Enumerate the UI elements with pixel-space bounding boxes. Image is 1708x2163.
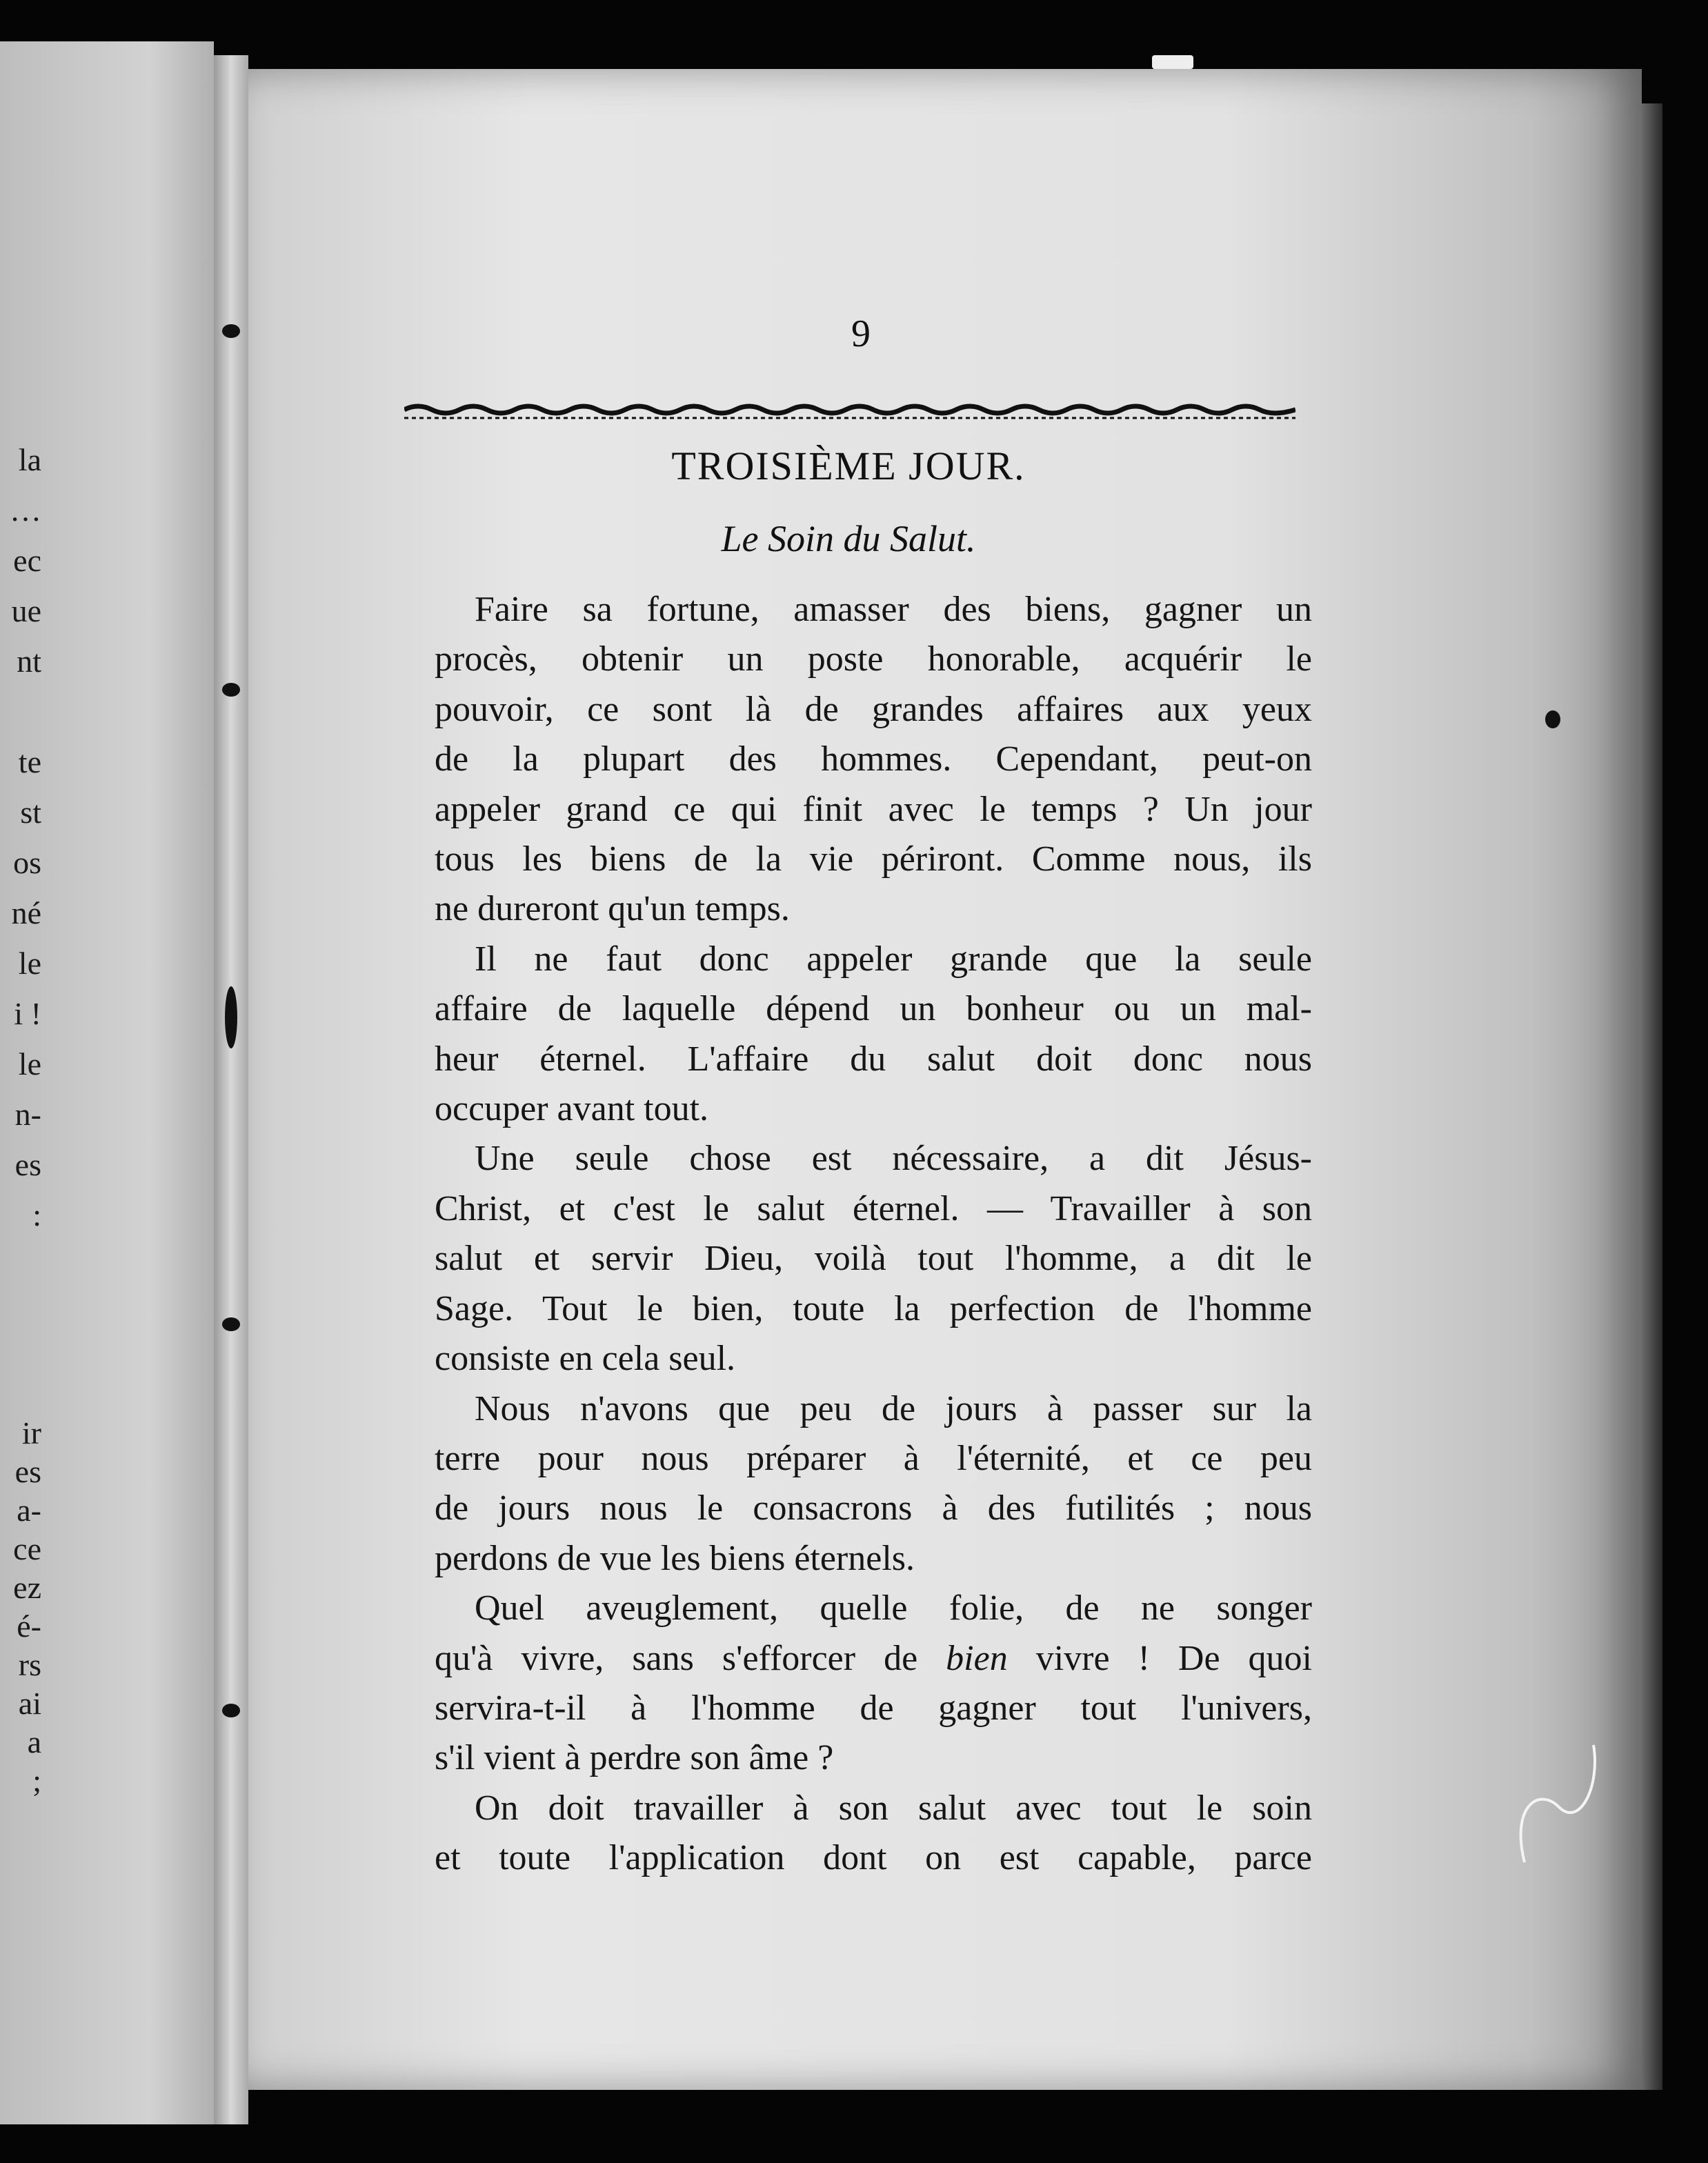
fragment: rs [18, 1647, 41, 1682]
fragment: i ! [14, 996, 41, 1031]
fragment: n- [14, 1097, 41, 1132]
left-page [0, 41, 214, 2124]
fragment [0, 686, 41, 737]
text-line: Nous n'avons que peu de jours à passer sur la [475, 1388, 1312, 1428]
text-line-with-italic: qu'à vivre, sans s'efforcer de bien vivre ! De quoi [435, 1638, 1312, 1678]
decorative-rule [404, 400, 1295, 428]
text-line: de la plupart des hommes. Cependant, peut-on [435, 739, 1312, 779]
fragment: le [18, 1046, 41, 1082]
left-page-fragments-upper [0, 435, 41, 1240]
fragment: st [20, 795, 41, 830]
text-line: heur éternel. L'affaire du salut doit donc nous [435, 1039, 1312, 1079]
body-text [395, 585, 1312, 1884]
chapter-subtitle: Le Soin du Salut. [721, 518, 976, 559]
stitch-mark [222, 1317, 240, 1331]
fragment: … [10, 492, 41, 528]
fragment: te [18, 744, 41, 779]
text-line: On doit travailler à son salut avec tout le soin [475, 1788, 1312, 1828]
stitch-mark [225, 986, 237, 1048]
ink-speck [1545, 710, 1560, 728]
text-line: occuper avant tout. [435, 1089, 709, 1129]
paragraph [395, 1384, 1312, 1584]
fragment: ec [13, 543, 41, 578]
fragment: nt [17, 644, 41, 679]
text-line: salut et servir Dieu, voilà tout l'homme, a dit le [435, 1239, 1312, 1279]
paragraph [395, 1134, 1312, 1384]
fragment: ue [11, 593, 41, 628]
text-line: appeler grand ce qui finit avec le temps ? Un jour [435, 789, 1312, 829]
fragment: ce [13, 1531, 41, 1566]
text-line: Une seule chose est nécessaire, a dit Jésus- [475, 1139, 1312, 1179]
fragment: ; [32, 1763, 41, 1798]
text-line: de jours nous le consacrons à des futilités ; nous [435, 1488, 1312, 1528]
text-line: pouvoir, ce sont là de grandes affaires aux yeux [435, 689, 1312, 729]
fragment: es [14, 1147, 41, 1182]
text-line: Faire sa fortune, amasser des biens, gagner un [475, 590, 1312, 629]
left-page-fragments-lower [0, 1414, 41, 1800]
paragraph [395, 935, 1312, 1135]
paragraph [395, 585, 1312, 935]
stitch-mark [222, 683, 240, 697]
fragment: ez [13, 1570, 41, 1605]
text-line: Il ne faut donc appeler grande que la seule [475, 939, 1312, 979]
paper-tear [1152, 55, 1193, 69]
book-spine [214, 55, 248, 2124]
fragment: a [27, 1724, 41, 1760]
text-line: et toute l'application dont on est capable, parce [435, 1838, 1312, 1878]
fragment: né [11, 895, 41, 930]
paragraph [395, 1784, 1312, 1884]
text-line: affaire de laquelle dépend un bonheur ou un mal- [435, 989, 1312, 1029]
fragment: os [13, 845, 41, 880]
text-line: tous les biens de la vie périront. Comme nous, ils [435, 839, 1312, 879]
text-line: Sage. Tout le bien, toute la perfection de l'homme [435, 1288, 1312, 1328]
text-line: terre pour nous préparer à l'éternité, et ce peu [435, 1438, 1312, 1478]
text-line: servira-t-il à l'homme de gagner tout l'univers, [435, 1688, 1312, 1728]
text-line: perdons de vue les biens éternels. [435, 1538, 915, 1578]
stitch-mark [222, 1704, 240, 1717]
fragment: es [14, 1454, 41, 1489]
text-line: Christ, et c'est le salut éternel. — Travailler à son [435, 1188, 1312, 1228]
text-line: consiste en cela seul. [435, 1339, 736, 1379]
fragment: ai [18, 1686, 41, 1721]
page-number: 9 [851, 312, 871, 355]
fragment: é- [17, 1608, 41, 1644]
text-line: s'il vient à perdre son âme ? [435, 1738, 834, 1778]
fragment: le [18, 946, 41, 981]
stitch-mark [222, 324, 240, 338]
fragment: : [32, 1197, 41, 1233]
fragment: a- [17, 1493, 41, 1528]
text-line: procès, obtenir un poste honorable, acquérir le [435, 639, 1312, 679]
page-edge [1642, 103, 1662, 2090]
fragment: ir [21, 1415, 41, 1451]
text-line: ne dureront qu'un temps. [435, 889, 790, 929]
chapter-title: TROISIÈME JOUR. [671, 443, 1026, 488]
fragment: la [18, 442, 41, 477]
pencil-mark [1511, 1704, 1607, 1883]
paragraph [395, 1584, 1312, 1784]
italic-word: bien [946, 1638, 1008, 1678]
text-line: Quel aveuglement, quelle folie, de ne songer [475, 1588, 1312, 1628]
